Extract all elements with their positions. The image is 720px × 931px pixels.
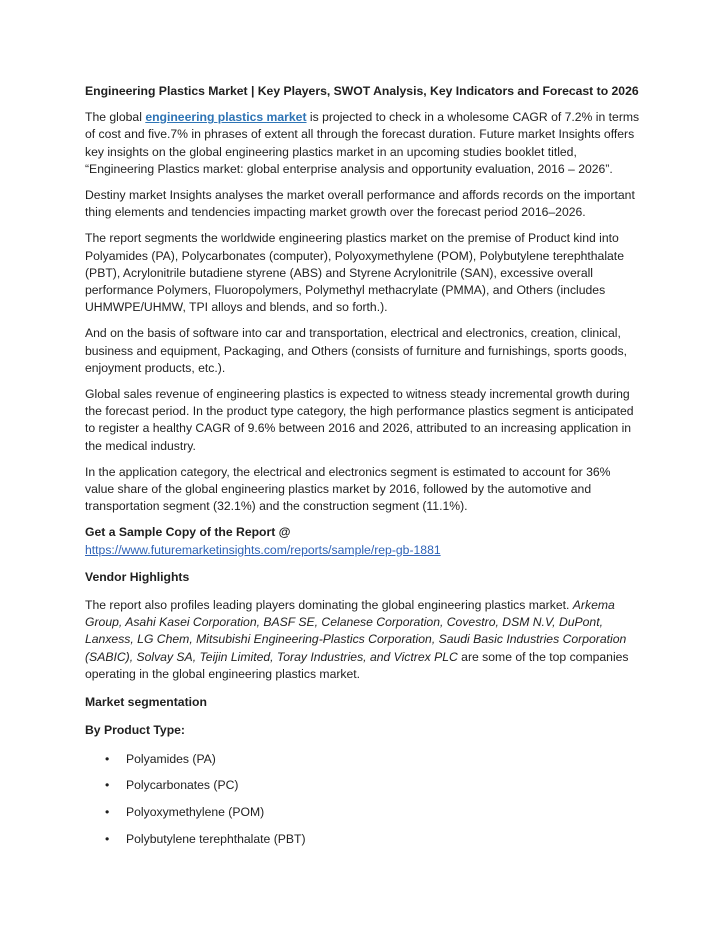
paragraph-application-basis: And on the basis of software into car and transportation, electrical and electronics, creation, clinical, business and equipment, Packaging, and Others (consists of furniture and furnishings, sports goods, enjoyment products, etc.). [85,326,627,375]
by-product-heading: By Product Type: [85,723,185,738]
list-item-label: Polybutylene terephthalate (PBT) [126,832,306,847]
list-item-label: Polycarbonates (PC) [126,778,239,793]
vendor-text-after: are some of the top companies operating in the global engineering plastics market. [85,649,629,681]
engineering-plastics-market-link[interactable]: engineering plastics market [145,110,307,125]
document-title: Engineering Plastics Market | Key Players, SWOT Analysis, Key Indicators and Forecast to 2026 [85,84,639,98]
bullet-icon: • [105,778,110,793]
list-item [85,751,640,768]
paragraph-sales-revenue: Global sales revenue of engineering plastics is expected to witness steady incremental growth during the forecast period. In the product type category, the high performance plastics segment is anticipated to register a healthy CAGR of 9.6% between 2016 and 2026, attributed to an increasing application in the medical industry. [85,387,634,453]
bullet-icon: • [105,805,110,820]
list-item-label: Polyoxymethylene (POM) [126,805,265,820]
bullet-icon: • [105,832,110,847]
intro-text-before: The global [85,110,146,125]
bullet-icon: • [105,751,110,766]
sample-report-link[interactable]: https://www.futuremarketinsights.com/reports/sample/rep-gb-1881 [85,542,441,557]
list-item [85,804,640,821]
intro-text-after: is projected to check in a wholesome CAGR of 7.2% in terms of cost and five.7% in phrases of extent all through the forecast duration. Future market Insights offers key insights on the global engineering plastics market in an upcoming studies booklet titled, “Engineering Plastics market: global enterprise analysis and opportunity evaluation, 2016 – 2026”. [85,110,640,176]
paragraph-application-category: In the application category, the electrical and electronics segment is estimated to account for 36% value share of the global engineering plastics market by 2016, followed by the automotive and transportation segment (32.1%) and the construction segment (11.1%). [85,464,611,514]
paragraph-product-segments: The report segments the worldwide engineering plastics market on the premise of Product kind into Polyamides (PA), Polycarbonates (computer), Polyoxymethylene (POM), Polybutylene terephthalate (PBT), Acrylonitrile butadiene styrene (ABS) and Styrene Acrylonitrile (SAN), excessive overall performance Polymers, Fluoropolymers, Polymethyl methacrylate (PMMA), and Others (includes UHMWPE/UHMW, TPI alloys and blends, and so forth.). [85,231,624,315]
list-item-label: Polyamides (PA) [126,751,216,766]
sample-heading: Get a Sample Copy of the Report @ [85,525,291,540]
vendor-heading: Vendor Highlights [85,569,190,584]
sample-section [85,524,640,558]
paragraph-market-insights: Destiny market Insights analyses the market overall performance and affords records on the important thing elements and tendencies impacting market growth over the forecast period 2016–2026. [85,188,635,220]
vendor-text-before: The report also profiles leading players dominating the global engineering plastics market. [85,598,573,613]
vendor-paragraph [85,597,640,683]
segmentation-heading: Market segmentation [85,695,207,710]
product-type-list [85,751,640,849]
vendor-companies: Arkema Group, Asahi Kasei Corporation, BASF SE, Celanese Corporation, Covestro, DSM N.V, DuPont, Lanxess, LG Chem, Mitsubishi Engineering-Plastics Corporation, Saudi Basic Industries Corporation (SABIC), Solvay SA, Teijin Limited, Toray Industries, and Victrex PLC [85,598,627,664]
list-item [85,777,640,794]
intro-paragraph [85,109,640,178]
list-item [85,831,640,848]
